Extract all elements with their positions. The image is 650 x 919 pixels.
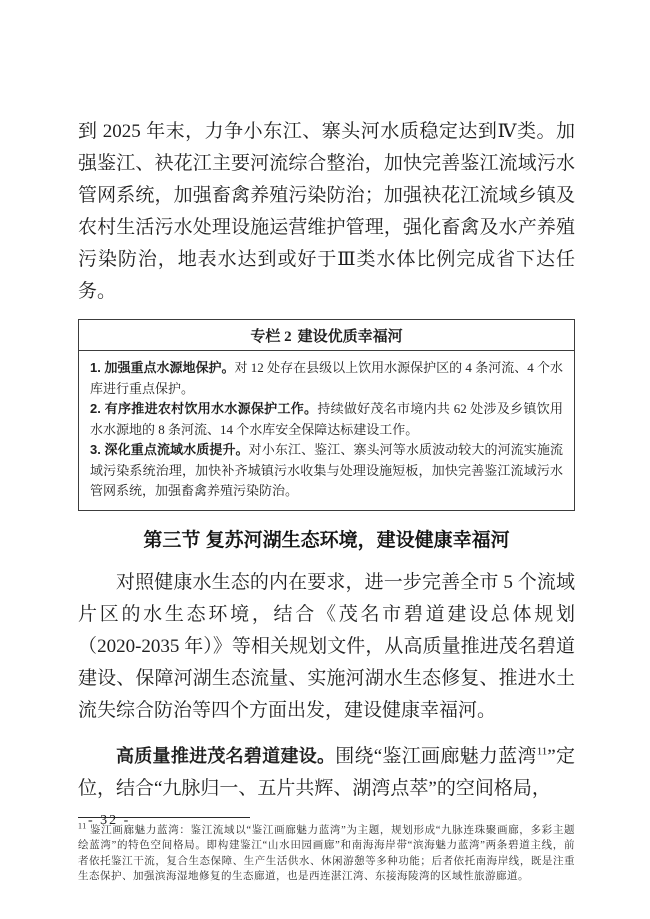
box-item-2-lead: 2. 有序推进农村饮用水水源保护工作。 [90, 401, 318, 416]
page-number: - 32 - [88, 813, 131, 828]
column-box-happiness-river [78, 319, 575, 511]
box-item-1-lead: 1. 加强重点水源地保护。 [90, 360, 235, 375]
column-box-body [79, 351, 574, 510]
footnote-number: 11 [78, 821, 87, 830]
box-item-3-text: 对小东江、鉴江、寨头河等水质波动较大的河流实施流域污染系统治理，加快补齐城镇污水收集与处理设施短板，加快完善鉴江流域污水管网系统，加强畜禽养殖污染防治。 [90, 442, 563, 498]
box-item-2 [90, 399, 563, 440]
box-item-3-lead: 3. 深化重点流域水质提升。 [90, 442, 249, 457]
column-box-title-prefix: 专栏 2 [250, 329, 292, 345]
paragraph-water-ecology: 对照健康水生态的内在要求，进一步完善全市 5 个流域片区的水生态环境，结合《茂名市碧道建设总体规划（2020-2035 年）》等相关规划文件，从高质量推进茂名碧道建设、保障河湖生态流量、实施河湖水生态修复、推进水土流失综合防治等四个方面出发，建设健康幸福河。 [78, 571, 575, 721]
footnote-reference-mark: 11 [536, 745, 548, 758]
paragraph-water-quality: 到 2025 年末，力争小东江、寨头河水质稳定达到Ⅳ类。加强鉴江、袂花江主要河流综合整治，加快完善鉴江流域污水管网系统，加强畜禽养殖污染防治；加强袂花江流域乡镇及农村生活污水处理设施运营维护管理，强化畜禽及水产养殖污染防治，地表水达到或好于Ⅲ类水体比例完成省下达任务。 [78, 121, 575, 302]
box-item-1 [90, 358, 563, 399]
footnote-text: 鉴江画廊魅力蓝湾：鉴江流域以“鉴江画廊魅力蓝湾”为主题，规划形成“九脉连珠聚画廊，多彩主题绘蓝湾”的特色空间格局。即构建鉴江“山水田园画廊”和南海海岸带“滨海魅力蓝湾”两条碧道主线，前者依托鉴江干流，复合生态保障、生产生活供水、休闲游憩等多种功能；后者依托南海岸线，既是注重生态保护、加强滨海湿地修复的生态廊道，也是西连湛江湾、东接海陵湾的区域性旅游廊道。 [78, 824, 575, 882]
box-item-2-text: 持续做好茂名市境内共 62 处涉及乡镇饮用水水源地的 8 条河流、14 个水库安全保障达标建设工作。 [90, 401, 563, 437]
column-box-title: 建设优质幸福河 [297, 328, 403, 345]
paragraph-greenway-lead: 高质量推进茂名碧道建设。 [116, 745, 336, 766]
footnote [78, 823, 575, 885]
paragraph-greenway-text-1: 围绕“鉴江画廊魅力蓝湾 [335, 745, 537, 767]
paragraph-greenway-text-2: ”定位，结合“九脉归一、五片共辉、湖湾点萃”的空间格局， [78, 745, 576, 799]
box-item-1-text: 对 12 处存在县级以上饮用水源保护区的 4 条河流、4 个水库进行重点保护。 [90, 360, 563, 396]
section-heading: 第三节 复苏河湖生态环境，建设健康幸福河 [143, 529, 510, 551]
column-box-header [79, 320, 574, 351]
paragraph-greenway [78, 740, 575, 805]
box-item-3 [90, 440, 563, 502]
